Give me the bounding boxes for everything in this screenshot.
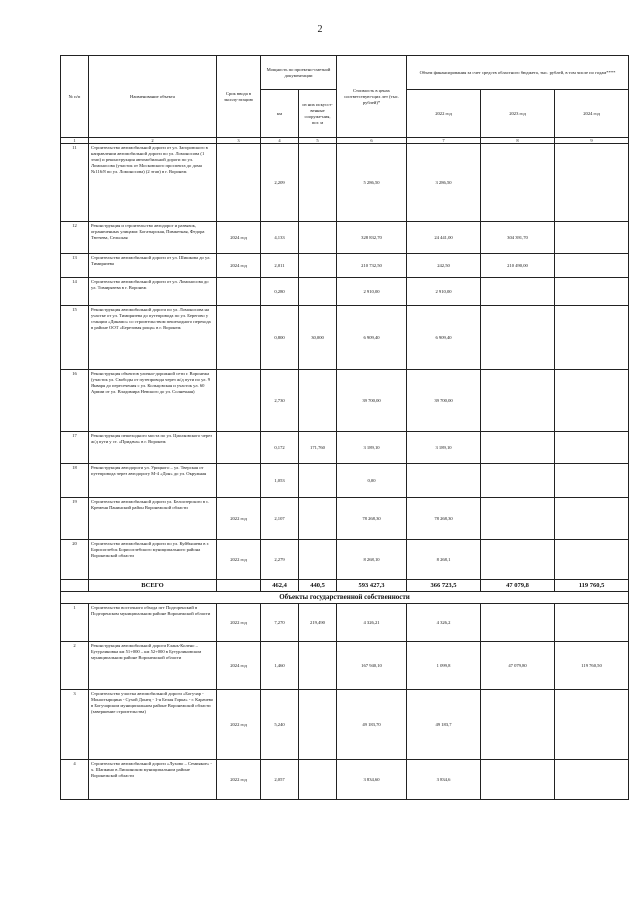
cell-km: 2,107 (261, 498, 299, 540)
cell-cost: 3 834,60 (337, 760, 407, 800)
cell-y2024 (555, 144, 629, 222)
cell-cost: 0,00 (337, 464, 407, 498)
cell-num: 18 (61, 464, 89, 498)
cell-km: 2,279 (261, 540, 299, 580)
cell-art: 30,000 (299, 306, 337, 370)
cell-art: 171,760 (299, 432, 337, 464)
cell-cost: 39 700,00 (337, 370, 407, 432)
cell-y2023 (481, 498, 555, 540)
cell-y2024 (555, 540, 629, 580)
cell-km: 2,057 (261, 760, 299, 800)
cell-y2022: 3 286,50 (407, 144, 481, 222)
cell-y2023 (481, 690, 555, 760)
cell-num: 2 (61, 642, 89, 690)
cell-y2023 (481, 370, 555, 432)
cell-y2022: 24 441,00 (407, 222, 481, 254)
cell-name: Реконструкция автомобильной дороги по ул. Ломоносова на участке от ул. Тимирязева до путепровода по ул. Берегово у станции «Динамо» со строительством пешеходного перехода в районе ООТ «Березовая роща» в г. Воронеж (89, 306, 217, 370)
header-name: Наименование объекта (89, 56, 217, 138)
cell-km: 5,240 (261, 690, 299, 760)
cell-y2023 (481, 464, 555, 498)
header-2022: 2022 год (407, 90, 481, 138)
cell-cost: 328 832,70 (337, 222, 407, 254)
column-number: 5 (299, 138, 337, 144)
column-number: 6 (337, 138, 407, 144)
cell-km: 2,209 (261, 144, 299, 222)
cell-term (217, 464, 261, 498)
cell-y2022: 3 189,10 (407, 432, 481, 464)
total-2022: 366 723,5 (407, 580, 481, 592)
cell-art (299, 464, 337, 498)
cell-cost: 78 268,30 (337, 498, 407, 540)
cell-y2024 (555, 222, 629, 254)
cell-km: 2,011 (261, 254, 299, 278)
cell-y2022: 6 909,40 (407, 306, 481, 370)
cell-y2023 (481, 604, 555, 642)
cell-y2022: 78 268,30 (407, 498, 481, 540)
cell-km: 4,133 (261, 222, 299, 254)
cell-cost: 210 732,50 (337, 254, 407, 278)
cell-art (299, 642, 337, 690)
cell-y2022: 2 910,00 (407, 278, 481, 306)
table-row (61, 370, 629, 432)
cell-num: 16 (61, 370, 89, 432)
cell-art (299, 498, 337, 540)
column-number: 2 (89, 138, 217, 144)
column-number: 8 (481, 138, 555, 144)
cell-term: 2022 год (217, 604, 261, 642)
cell-num: 12 (61, 222, 89, 254)
table-row (61, 278, 629, 306)
cell-y2024 (555, 760, 629, 800)
cell-term: 2022 год (217, 760, 261, 800)
cell-art (299, 690, 337, 760)
cell-y2022: 242,50 (407, 254, 481, 278)
cell-y2023 (481, 144, 555, 222)
cell-km: 0,172 (261, 432, 299, 464)
cell-art (299, 760, 337, 800)
header-funding: Объем финансирования за счет средств областного бюджета, тыс. рублей, в том числе по годам**** (407, 56, 629, 90)
table-row (61, 760, 629, 800)
cell-num: 1 (61, 604, 89, 642)
cell-term (217, 306, 261, 370)
cell-y2024 (555, 690, 629, 760)
cell-term (217, 278, 261, 306)
total-cost: 593 427,3 (337, 580, 407, 592)
cell-num: 14 (61, 278, 89, 306)
cell-num: 11 (61, 144, 89, 222)
cell-y2024 (555, 306, 629, 370)
table-row (61, 498, 629, 540)
table-row (61, 690, 629, 760)
column-number: 9 (555, 138, 629, 144)
table-row (61, 432, 629, 464)
cell-y2023 (481, 760, 555, 800)
header-num: № п/п (61, 56, 89, 138)
header-capacity: Мощность по проектно-сметной документации (261, 56, 337, 90)
cell-term: 2022 год (217, 498, 261, 540)
cell-y2023: 304 391,70 (481, 222, 555, 254)
header-2023: 2023 год (481, 90, 555, 138)
cell-num: 13 (61, 254, 89, 278)
cell-y2024 (555, 464, 629, 498)
cell-term: 2024 год (217, 254, 261, 278)
cell-name: Строительство автомобильной дороги «Лухово – Семиякое» - х. Шапкино в Лискинском муниципальном районе Воронежской области (89, 760, 217, 800)
cell-cost: 2 910,00 (337, 278, 407, 306)
cell-term: 2024 год (217, 222, 261, 254)
page-number: 2 (317, 24, 323, 35)
cell-name: Строительство автомобильной дороги ул. Белоозерского в с. Кременя Панинский район Воронежской области (89, 498, 217, 540)
cell-name: Строительство автомобильной дороги по ул. Куйбышева в г. Борисоглебск Борисоглебского муниципального района Воронежской области (89, 540, 217, 580)
table-row (61, 254, 629, 278)
cell-y2022: 8 268,1 (407, 540, 481, 580)
cell-term (217, 432, 261, 464)
cell-art (299, 254, 337, 278)
cell-y2022 (407, 464, 481, 498)
total-2024: 119 760,5 (555, 580, 629, 592)
cell-art (299, 370, 337, 432)
cell-y2023: 47 079,80 (481, 642, 555, 690)
cell-y2023 (481, 306, 555, 370)
cell-y2024 (555, 254, 629, 278)
header-term: Срок ввода в эксплу-атацию (217, 56, 261, 138)
cell-num: 15 (61, 306, 89, 370)
cell-term (217, 370, 261, 432)
cell-km: 2,730 (261, 370, 299, 432)
cell-num: 4 (61, 760, 89, 800)
header-cost: Стоимость в ценах соответствую-щих лет (тыс. рублей)* (337, 56, 407, 138)
header-incl-art: из них искусст-венные сооруже-ния, пог. м (299, 90, 337, 138)
cell-km: 0,280 (261, 278, 299, 306)
cell-y2023: 210 490,00 (481, 254, 555, 278)
total-label: ВСЕГО (89, 580, 217, 592)
total-2023: 47 079,8 (481, 580, 555, 592)
column-number: 3 (217, 138, 261, 144)
cell-y2022: 49 183,7 (407, 690, 481, 760)
cell-name: Реконструкция объектов улично-дорожной сети г. Воронежа (участок ул. Свободы от путепровода через ж/д пути по ул. 9 Января до пересечения с ул. Кольцовская и участок ул. 60 Армии от ул. Владимира Невского до ул. Солнечная) (89, 370, 217, 432)
cell-name: Реконструкция автомобильной дороги Елань-Колено – Бутурлиновка км 51+000 – км 52+000 в Бутурлиновском муниципальном районе Воронежской области (89, 642, 217, 690)
table-row (61, 144, 629, 222)
cell-art (299, 278, 337, 306)
cell-term: 2024 год (217, 642, 261, 690)
cell-y2024: 119 760,50 (555, 642, 629, 690)
cell-y2024 (555, 432, 629, 464)
cell-y2024 (555, 370, 629, 432)
header-2024: 2024 год (555, 90, 629, 138)
cell-name: Строительство автомобильной дороги от ул. Загоровского в направлении автомобильной дороги по ул. Ломоносова (1 этап) и реконструкция автомобильной дороги по ул. Ломоносова (участок от Московского проспекта до дома №116/8 по ул. Ломоносова) (2 этап) в г. Воронеж (89, 144, 217, 222)
cell-cost: 49 183,70 (337, 690, 407, 760)
cell-term (217, 144, 261, 222)
header-km: км (261, 90, 299, 138)
cell-km: 1,460 (261, 642, 299, 690)
table-row (61, 642, 629, 690)
cell-cost: 8 268,10 (337, 540, 407, 580)
cell-name: Строительство автомобильной дороги от ул. Ломоносова до ул. Тимирязева в г. Воронеж (89, 278, 217, 306)
cell-y2024 (555, 498, 629, 540)
cell-name: Реконструкция автодороги ул. Урицкого – ул. Тверская от путепровода через автодорогу М-4 «Дон» до ул. Окружная (89, 464, 217, 498)
cell-y2023 (481, 432, 555, 464)
cell-num: 19 (61, 498, 89, 540)
table-row (61, 306, 629, 370)
table-row (61, 540, 629, 580)
cell-y2022: 3 834,6 (407, 760, 481, 800)
cell-cost: 5 286,50 (337, 144, 407, 222)
cell-art (299, 144, 337, 222)
cell-y2023 (481, 278, 555, 306)
cell-y2024 (555, 604, 629, 642)
section-title: Объекты государственной собственности (61, 592, 629, 604)
cell-name: Строительство участка автомобильной дороги «Богучар - Монастырщина - Сухой Донец - 1-я Белая Горка» - г. Карачево в Богучарском муниципальном районе Воронежской области (завершение строительства) (89, 690, 217, 760)
cell-num: 17 (61, 432, 89, 464)
cell-num: 20 (61, 540, 89, 580)
financing-table (60, 55, 629, 800)
cell-y2023 (481, 540, 555, 580)
cell-cost: 6 909,40 (337, 306, 407, 370)
cell-name: Строительство автомобильной дороги от ул. Шишкова до ул. Тимирязева (89, 254, 217, 278)
table-row (61, 604, 629, 642)
cell-art: 219,490 (299, 604, 337, 642)
total-row (61, 580, 629, 592)
table-row (61, 464, 629, 498)
cell-num: 3 (61, 690, 89, 760)
total-km: 462,4 (261, 580, 299, 592)
cell-y2022: 39 700,00 (407, 370, 481, 432)
cell-art (299, 540, 337, 580)
cell-name: Реконструкция пешеходного моста по ул. Циолковского через ж/д пути у ст. «Придача» в г. Воронеж (89, 432, 217, 464)
cell-km: 7,270 (261, 604, 299, 642)
column-number: 1 (61, 138, 89, 144)
cell-km: 1,053 (261, 464, 299, 498)
cell-name: Строительство восточного обхода пгт Подгоренский в Подгоренском муниципальном районе Воронежской области (89, 604, 217, 642)
cell-art (299, 222, 337, 254)
cell-name: Реконструкция и строительство автодорог и развязок, ограниченных улицами: Богатырская, Пимкетная, Федора Тютчева, Сельская (89, 222, 217, 254)
cell-y2022: 1 099,8 (407, 642, 481, 690)
cell-y2022: 4 326,2 (407, 604, 481, 642)
total-art: 440,5 (299, 580, 337, 592)
cell-cost: 167 940,10 (337, 642, 407, 690)
cell-term: 2022 год (217, 690, 261, 760)
cell-y2024 (555, 278, 629, 306)
cell-cost: 4 326,21 (337, 604, 407, 642)
table-row (61, 222, 629, 254)
column-number: 4 (261, 138, 299, 144)
cell-cost: 3 189,10 (337, 432, 407, 464)
cell-km: 0,800 (261, 306, 299, 370)
column-number: 7 (407, 138, 481, 144)
section-row (61, 592, 629, 604)
cell-term: 2022 год (217, 540, 261, 580)
